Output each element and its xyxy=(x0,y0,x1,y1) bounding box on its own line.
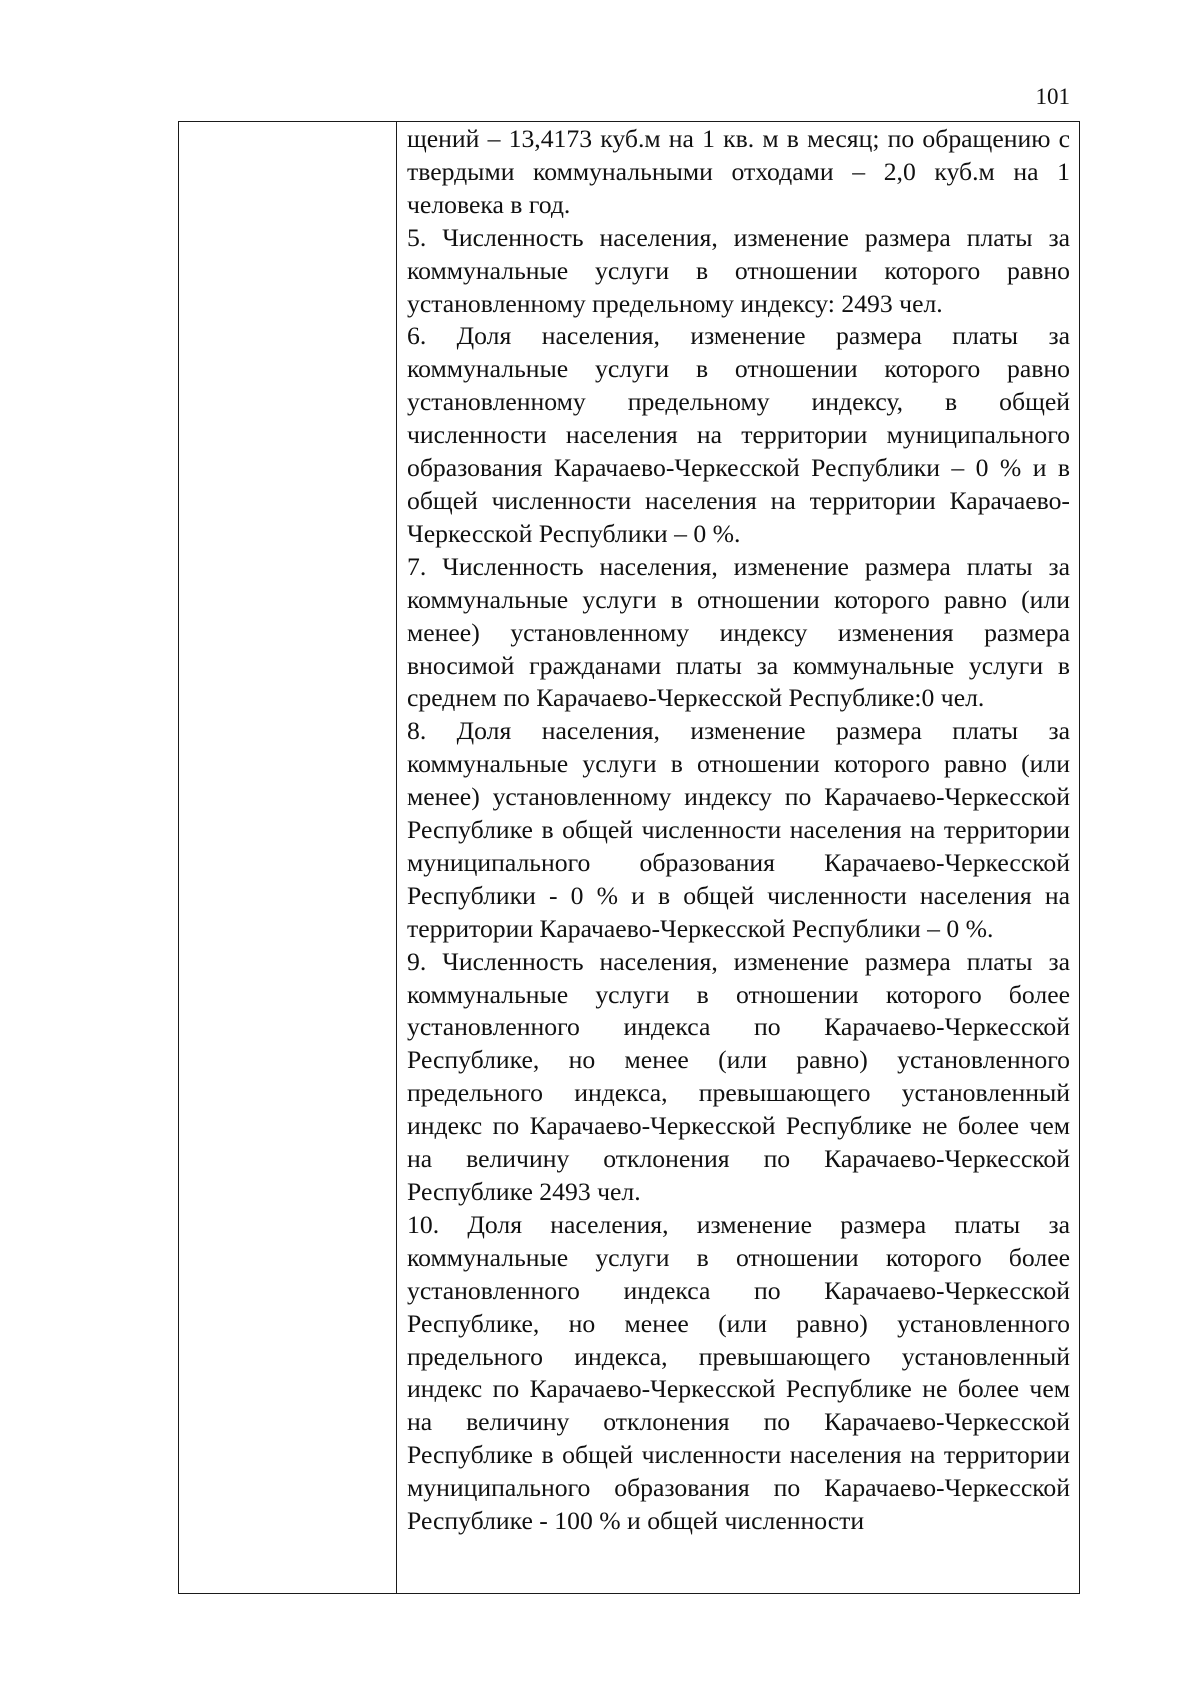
paragraph-item-7: 7. Численность населения, изменение размера платы за коммунальные услуги в отношении которого равно (или менее) установленному индексу изменения размера вносимой гражданами платы за коммунальные услуги в среднем по Карачаево-Черкесской Республике:0 чел. xyxy=(407,551,1070,713)
page-number: 101 xyxy=(1035,84,1070,109)
paragraph-item-8: 8. Доля населения, изменение размера платы за коммунальные услуги в отношении которого равно (или менее) установленному индексу по Карачаево-Черкесской Республике в общей численности населения на территории муниципального образования Карачаево-Черкесской Республики - 0 % и в общей численности населения на территории Карачаево-Черкесской Республики – 0 %. xyxy=(407,716,1070,943)
paragraph-item-5: 5. Численность населения, изменение размера платы за коммунальные услуги в отношении которого равно установленному предельному индексу: 2493 чел. xyxy=(407,222,1070,318)
table-left-cell xyxy=(179,122,397,1593)
document-table xyxy=(178,121,1080,1594)
paragraph-item-10: 10. Доля населения, изменение размера платы за коммунальные услуги в отношении которого более установленного индекса по Карачаево-Черкесской Республике, но менее (или равно) установленного предельного индекса, превышающего установленный индекс по Карачаево-Черкесской Республике не более чем на величину отклонения по Карачаево-Черкесской Республике в общей численности населения на территории муниципального образования по Карачаево-Черкесской Республике - 100 % и общей численности xyxy=(407,1209,1070,1536)
paragraph-item-9: 9. Численность населения, изменение размера платы за коммунальные услуги в отношении которого более установленного индекса по Карачаево-Черкесской Республике, но менее (или равно) установленного предельного индекса, превышающего установленный индекс по Карачаево-Черкесской Республике не более чем на величину отклонения по Карачаево-Черкесской Республике 2493 чел. xyxy=(407,946,1070,1206)
table-right-cell xyxy=(397,122,1079,1593)
paragraph-item-6: 6. Доля населения, изменение размера платы за коммунальные услуги в отношении которого равно установленному предельному индексу, в общей численности населения на территории муниципального образования Карачаево-Черкесской Республики – 0 % и в общей численности населения на территории Карачаево-Черкесской Республики – 0 %. xyxy=(407,321,1070,548)
paragraph-continuation: щений – 13,4173 куб.м на 1 кв. м в месяц; по обращению с твердыми коммунальными отходами – 2,0 куб.м на 1 человека в год. xyxy=(407,124,1070,219)
